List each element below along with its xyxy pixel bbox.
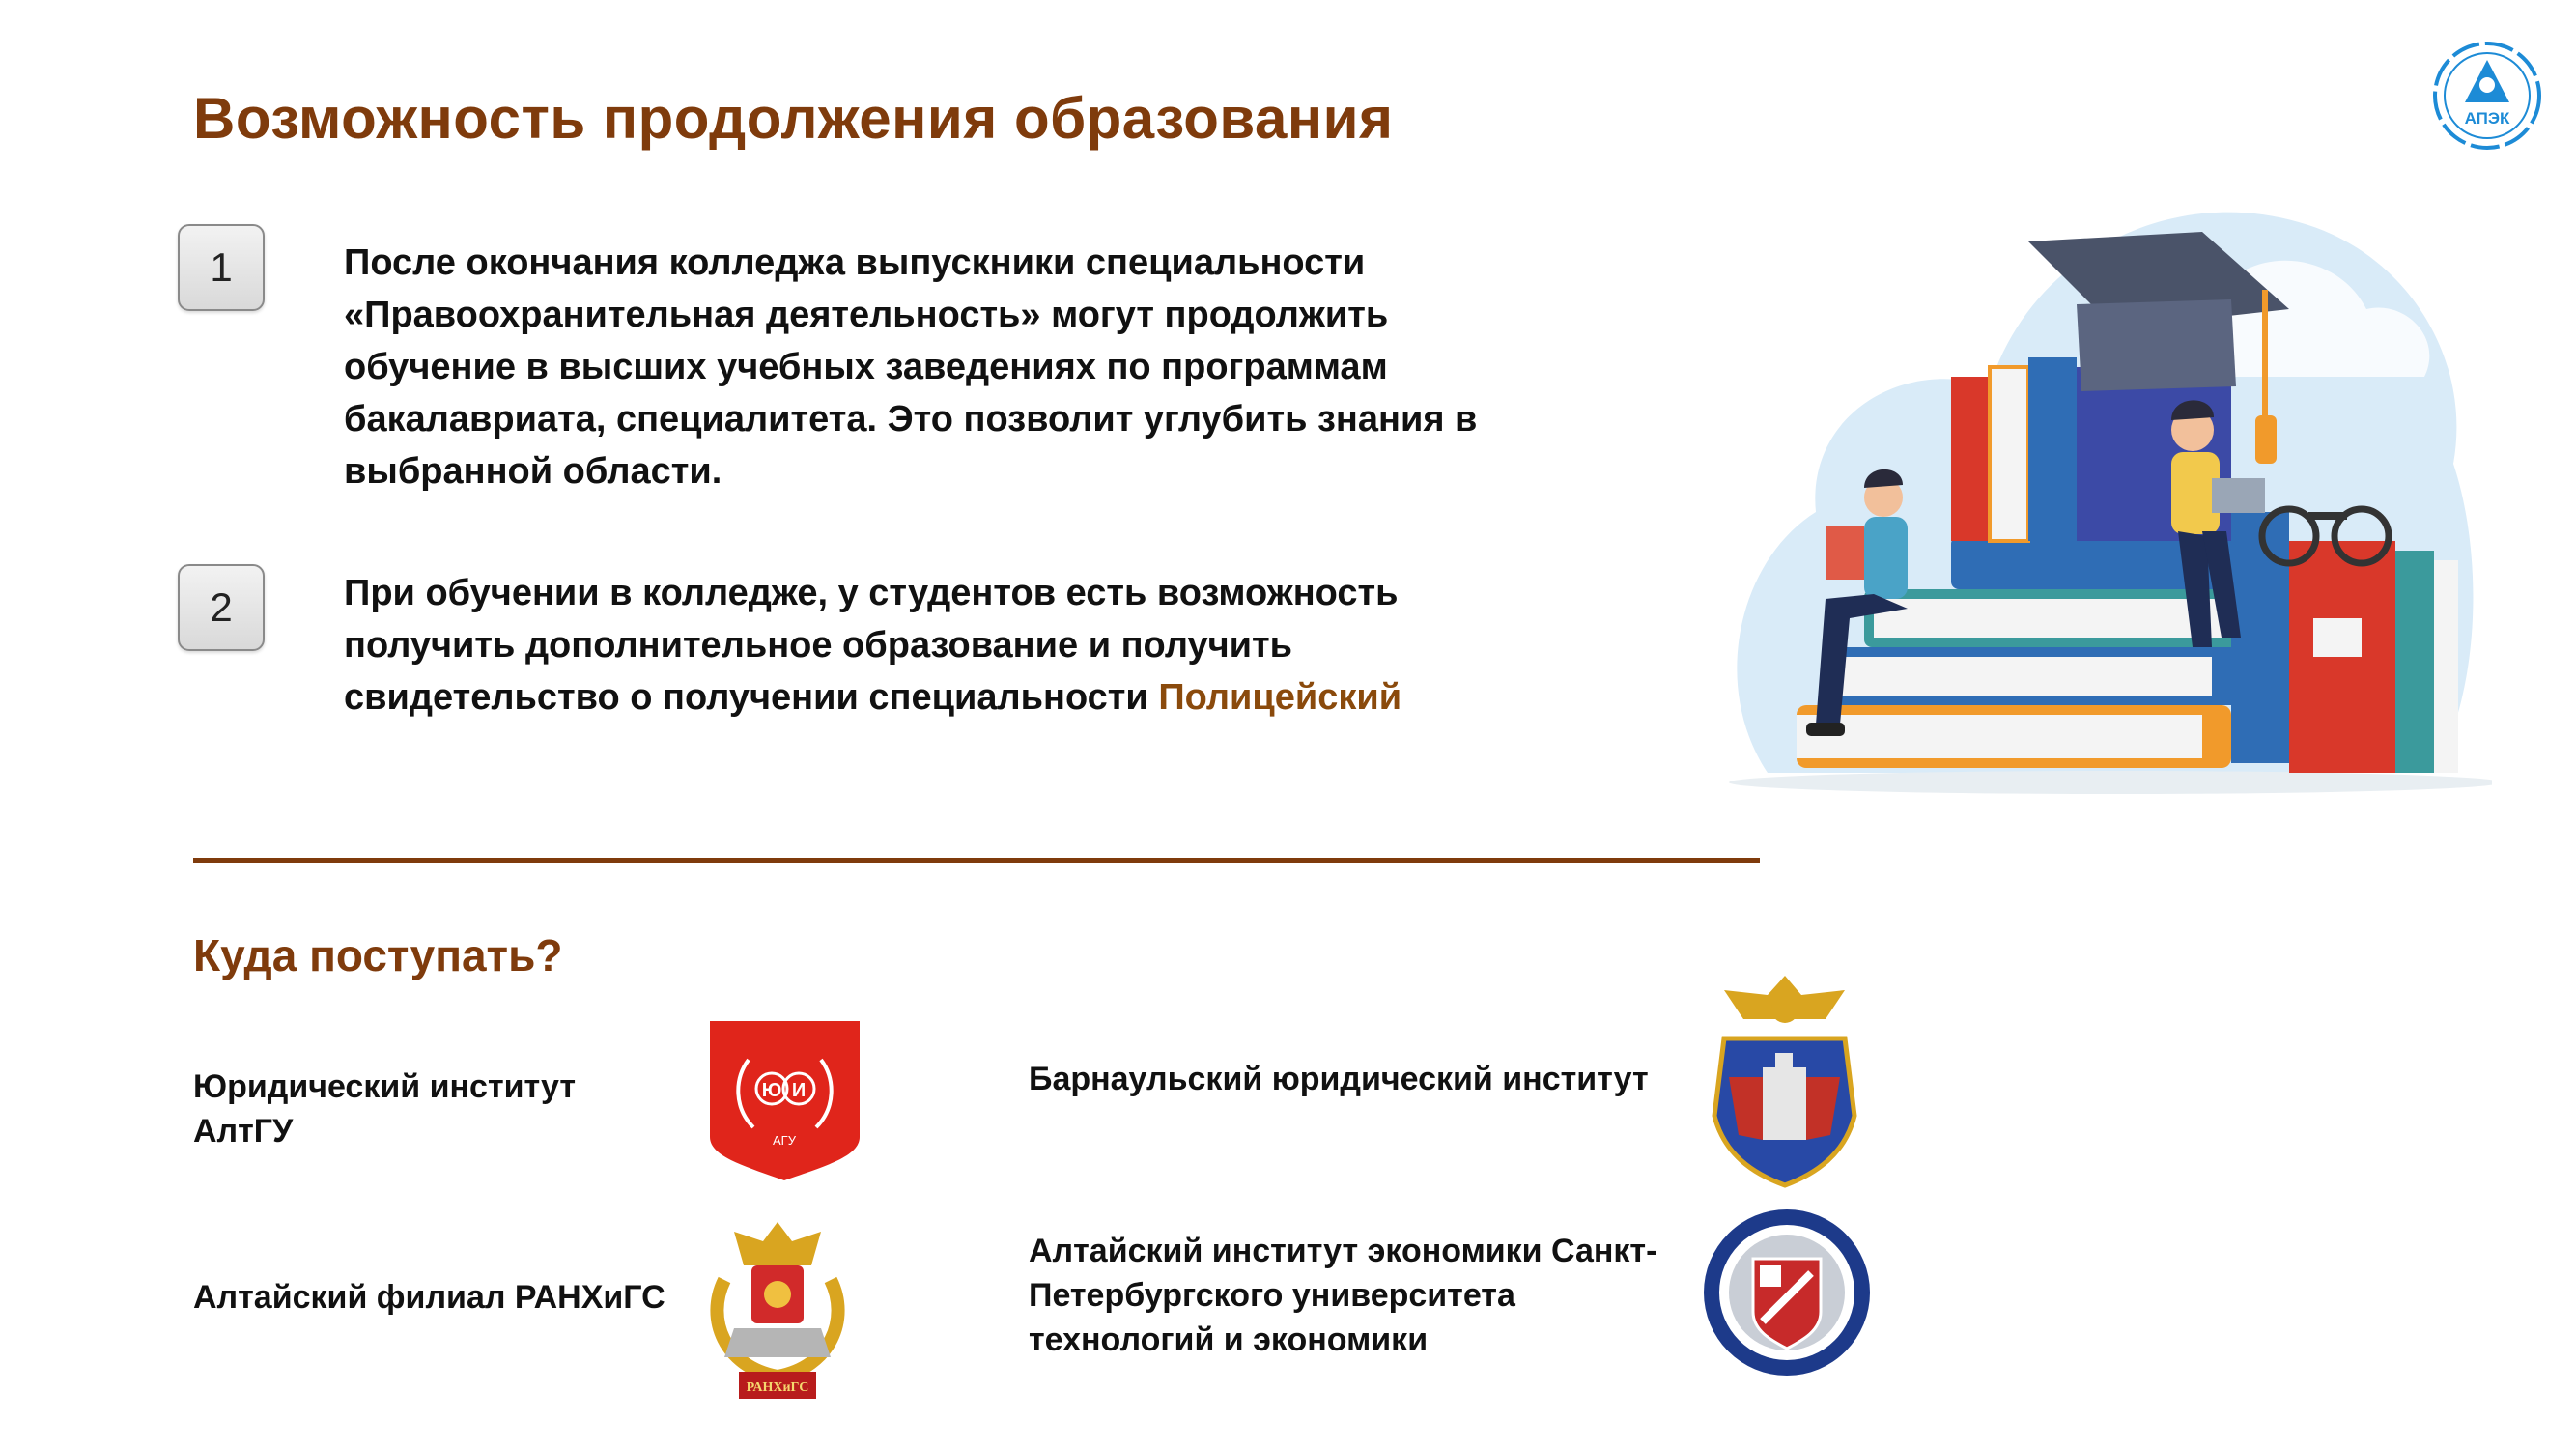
- altgu-emblem-letter-2: И: [791, 1080, 807, 1101]
- point-number-2: 2: [178, 564, 265, 651]
- apek-logo: [2430, 39, 2544, 153]
- barnaul-law-institute-emblem: [1710, 971, 1859, 1188]
- institution-altgu-law: Юридический институт АлтГУ: [193, 1068, 576, 1150]
- altgu-emblem-letter-1: Ю: [761, 1080, 782, 1101]
- page-title: Возможность продолжения образования: [193, 86, 1394, 151]
- altgu-law-emblem: [710, 1021, 860, 1180]
- institution-barnaul-law: Барнаульский юридический институт: [1029, 1061, 1649, 1097]
- ranepa-emblem-caption: РАНХиГС: [746, 1380, 809, 1395]
- section-title: Куда поступать?: [193, 930, 563, 980]
- apek-logo-text: АПЭК: [2464, 109, 2510, 128]
- specialty-highlight: Полицейский: [1158, 677, 1402, 718]
- section-divider: [193, 858, 1760, 863]
- altgu-emblem-caption: АГУ: [773, 1133, 796, 1148]
- point-number-1: 1: [178, 224, 265, 311]
- point-text-2: [344, 567, 1542, 724]
- ranepa-emblem: [705, 1212, 850, 1406]
- spb-university-emblem: [1700, 1206, 1874, 1379]
- institution-ranepa: Алтайский филиал РАНХиГС: [193, 1279, 665, 1316]
- education-illustration: [1710, 145, 2492, 802]
- institution-spb-university: Алтайский институт экономики Санкт-Петербургского университета технологий и экономики: [1029, 1233, 1657, 1358]
- point-text-2-body: При обучении в колледже, у студентов есть возможность получить дополнительное образование и получить свидетельство о получении специальности: [344, 573, 1399, 718]
- point-text-1: После окончания колледжа выпускники специальности «Правоохранительная деятельность» могут продолжить обучение в высших учебных заведениях по программам бакалавриата, специалитета. Это позволит углубить знания в выбранной области.: [344, 242, 1478, 492]
